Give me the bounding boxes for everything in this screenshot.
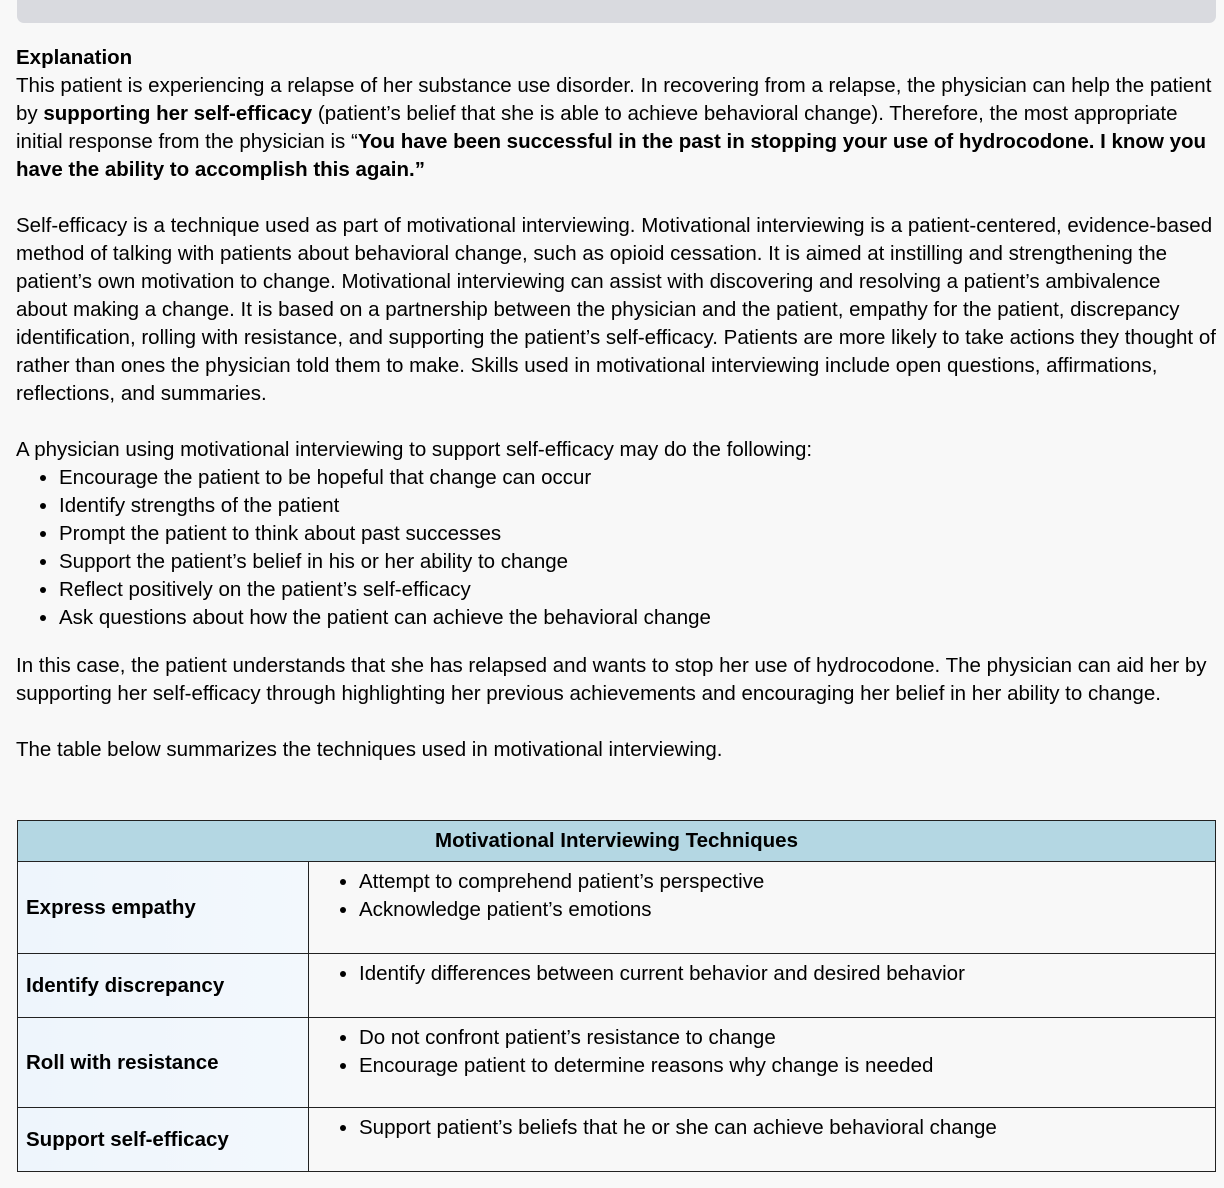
table-row: [18, 1018, 1216, 1108]
list-item: • Ask questions about how the patient can achieve the behavioral change: [59, 604, 1216, 632]
explanation-paragraph-5: The table below summarizes the techniques used in motivational interviewing.: [16, 738, 723, 761]
technique-description: [309, 954, 1216, 1018]
table-row: [18, 862, 1216, 954]
explanation-paragraph-1: [16, 72, 1216, 184]
list-item: • Support patient’s beliefs that he or she can achieve behavioral change: [359, 1114, 1215, 1142]
technique-description: [309, 1018, 1216, 1108]
list-item: • Reflect positively on the patient’s self-efficacy: [59, 576, 1216, 604]
technique-label: Express empathy: [18, 862, 309, 954]
list-item: • Identify strengths of the patient: [59, 492, 1216, 520]
p1-correct-answer-quote: You have been successful in the past in stopping your use of hydrocodone. I know you have the ability to accomplish this again.”: [16, 130, 1207, 181]
list-item: • Acknowledge patient’s emotions: [359, 896, 1215, 924]
technique-description: [309, 1108, 1216, 1172]
technique-label: Identify discrepancy: [18, 954, 309, 1018]
self-efficacy-list: [16, 464, 1216, 632]
p1-text-c: (patient’s belief that she is able to achieve behavioral change). Therefore, the most appropriate initial response from the physician is “: [16, 102, 1178, 153]
list-item: • Attempt to comprehend patient’s perspective: [359, 868, 1215, 896]
explanation-paragraph-3: A physician using motivational interviewing to support self-efficacy may do the following:: [16, 438, 813, 461]
list-item: • Do not confront patient’s resistance to change: [359, 1024, 1215, 1052]
explanation-paragraph-4: In this case, the patient understands that she has relapsed and wants to stop her use of hydrocodone. The physician can aid her by supporting her self-efficacy through highlighting her previous achievements and encouraging her belief in her ability to change.: [16, 654, 1207, 705]
p1-text-a: This patient is experiencing a relapse of her substance use disorder. In recovering from a relapse, the physician can help the patient by: [16, 74, 1212, 125]
table-title: Motivational Interviewing Techniques: [18, 821, 1216, 862]
list-item: • Support the patient’s belief in his or her ability to change: [59, 548, 1216, 576]
list-item: • Prompt the patient to think about past successes: [59, 520, 1216, 548]
table-row: [18, 1108, 1216, 1172]
technique-description: [309, 862, 1216, 954]
list-item: • Encourage patient to determine reasons why change is needed: [359, 1052, 1215, 1080]
techniques-table: [17, 820, 1216, 1172]
explanation-section: [16, 44, 1216, 764]
list-item: • Encourage the patient to be hopeful that change can occur: [59, 464, 1216, 492]
list-item: • Identify differences between current behavior and desired behavior: [359, 960, 1215, 988]
technique-label: Support self-efficacy: [18, 1108, 309, 1172]
table-row: [18, 954, 1216, 1018]
explanation-paragraph-2: Self-efficacy is a technique used as part of motivational interviewing. Motivational interviewing is a patient-centered, evidence-based method of talking with patients about behavioral change, such as opioid cessation. It is aimed at instilling and strengthening the patient’s own motivation to change. Motivational interviewing can assist with discovering and resolving a patient’s ambivalence about making a change. It is based on a partnership between the physician and the patient, empathy for the patient, discrepancy identification, rolling with resistance, and supporting the patient’s self-efficacy. Patients are more likely to take actions they thought of rather than ones the physician told them to make. Skills used in motivational interviewing include open questions, affirmations, reflections, and summaries.: [16, 214, 1216, 405]
question-panel-bottom-edge: [17, 0, 1216, 23]
p1-emphasis-self-efficacy: supporting her self-efficacy: [43, 102, 313, 125]
technique-label: Roll with resistance: [18, 1018, 309, 1108]
explanation-heading: Explanation: [16, 46, 133, 69]
